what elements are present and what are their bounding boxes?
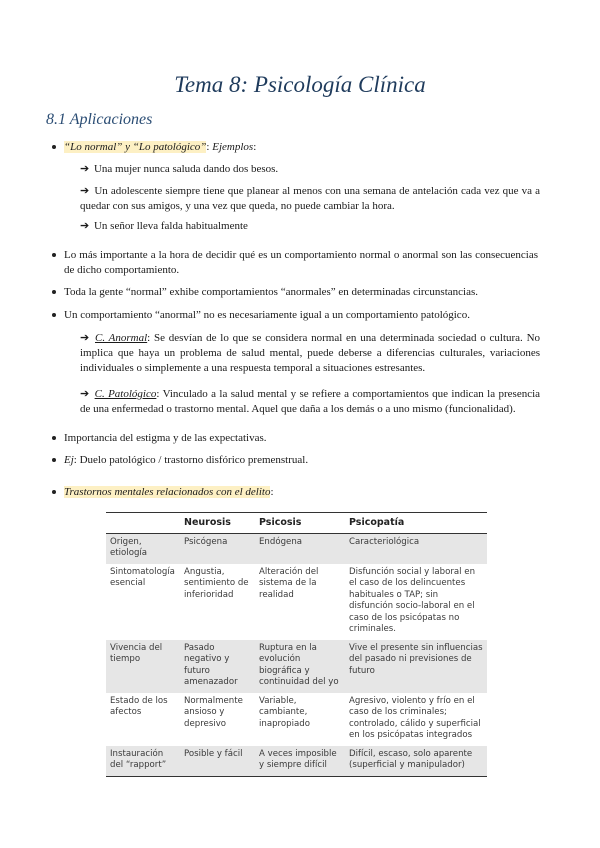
bullet-dot — [52, 436, 56, 440]
disorders-table — [106, 512, 487, 777]
table-header-cell: Neurosis — [180, 513, 255, 534]
table-cell: Alteración del sistema de la realidad — [259, 566, 319, 600]
table-cell: Psicógena — [180, 533, 255, 564]
table-header-cell: Psicosis — [255, 513, 345, 534]
table-cell: A veces imposible y siempre difícil — [255, 746, 345, 777]
arrow-right-icon: ➔ — [80, 332, 90, 344]
bullet-dot — [52, 313, 56, 317]
ej-label: Ej — [64, 454, 74, 466]
table-cell: Normalmente ansioso y depresivo — [184, 695, 243, 729]
table-cell: Difícil, escaso, solo aparente (superficial y manipulador) — [345, 746, 487, 777]
bullet-text: Un comportamiento “anormal” no es necesariamente igual a un comportamiento patológico. — [64, 309, 470, 321]
table-cell: Vivencia del tiempo — [106, 640, 180, 693]
bullet-text: : Duelo patológico / trastorno disfórico premenstrual. — [73, 454, 309, 466]
table-cell: Agresivo, violento y frío en el caso de los criminales; controlado, cálido y superficial en los psicópatas integrados — [349, 695, 481, 740]
table-row — [106, 533, 487, 564]
table-cell: Sintomatología esencial — [110, 566, 175, 588]
table-row — [106, 564, 487, 640]
table-cell: Disfunción social y laboral en el caso de los delincuentes habituales o TAP; sin disfunción socio-laboral en el caso de los psicópatas no criminales. — [349, 566, 476, 634]
definition-patologico — [80, 387, 540, 417]
bullet-dot — [52, 490, 56, 494]
page-title: Tema 8: Psicología Clínica — [174, 72, 426, 97]
anormal-text: : Se desvían de lo que se considera normal en una determinada sociedad o cultura. No implica que haya un problema de salud mental, puede deberse a diferencias culturales, variaciones individuales o simplemente a una respuesta temporal a situaciones estresantes. — [80, 332, 541, 374]
table-cell: Variable, cambiante, inapropiado — [259, 695, 310, 729]
table-cell: Endógena — [255, 533, 345, 564]
colon: : — [253, 141, 257, 153]
arrow-right-icon: ➔ — [80, 163, 90, 175]
table-cell: Pasado negativo y futuro amenazador — [180, 640, 255, 693]
ejemplos-label: Ejemplos — [212, 141, 254, 153]
anormal-label: C. Anormal — [95, 332, 148, 344]
bullet-text: Lo más importante a la hora de decidir qué es un comportamiento normal o anormal son las consecuencias de dicho comportamiento. — [64, 249, 538, 276]
table-cell: Origen, etiología — [106, 533, 180, 564]
table-cell: Vive el presente sin influencias del pasado ni previsiones de futuro — [345, 640, 487, 693]
bullet-text: Toda la gente “normal” exhibe comportamientos “anormales” en determinadas circunstancias. — [64, 286, 479, 298]
table-cell: Angustia, sentimiento de inferioridad — [184, 566, 249, 600]
bullet-trastornos-delito — [64, 485, 538, 500]
bullet-text: Importancia del estigma y de las expectativas. — [64, 432, 267, 444]
bullet-gente-normal — [64, 285, 538, 300]
example-text: Un adolescente siempre tiene que planear al menos con una semana de antelación cada vez que va a quedar con sus amigos, y una vez que queda, no puede cambiar la hora. — [80, 185, 541, 212]
arrow-right-icon: ➔ — [80, 388, 90, 400]
colon: : — [270, 486, 274, 498]
example-item — [80, 219, 540, 234]
bullet-dot — [52, 145, 56, 149]
table-cell: Ruptura en la evolución biográfica y continuidad del yo — [255, 640, 345, 693]
separator: : — [206, 141, 213, 153]
bullet-dot — [52, 253, 56, 257]
highlight-normal-patologico: “Lo normal” y “Lo patológico” — [64, 141, 207, 153]
table-header-row — [106, 513, 487, 534]
example-text: Una mujer nunca saluda dando dos besos. — [93, 163, 279, 175]
arrow-right-icon: ➔ — [80, 220, 90, 232]
bullet-consecuencias — [64, 248, 538, 278]
table-header-cell — [106, 513, 180, 534]
bullet-dot — [52, 290, 56, 294]
table-row — [106, 640, 487, 693]
table-row — [106, 693, 487, 746]
highlight-trastornos: Trastornos mentales relacionados con el delito — [64, 486, 271, 498]
patologico-label: C. Patológico — [94, 388, 157, 400]
section-heading: 8.1 Aplicaciones — [46, 111, 153, 128]
example-text: Un señor lleva falda habitualmente — [93, 220, 248, 232]
table-cell: Instauración del “rapport” — [106, 746, 180, 777]
example-item — [80, 162, 540, 177]
patologico-text: : Vinculado a la salud mental y se refiere a comportamientos que indican la presencia de una enfermedad o trastorno mental. Aquel que daña a los demás o a uno mismo (funcionalidad). — [80, 388, 541, 415]
bullet-ejemplo-duelo — [64, 453, 538, 468]
bullet-dot — [52, 458, 56, 462]
arrow-right-icon: ➔ — [80, 185, 90, 197]
example-item — [80, 184, 540, 214]
table-cell: Estado de los afectos — [110, 695, 168, 717]
table-row — [106, 746, 487, 777]
bullet-normal-patologico — [64, 140, 538, 155]
definition-anormal — [80, 331, 540, 376]
table-header-cell: Psicopatía — [345, 513, 487, 534]
table-cell: Posible y fácil — [180, 746, 255, 777]
bullet-estigma — [64, 431, 538, 446]
table-cell: Caracteriológica — [345, 533, 487, 564]
bullet-anormal-patologico — [64, 308, 538, 323]
